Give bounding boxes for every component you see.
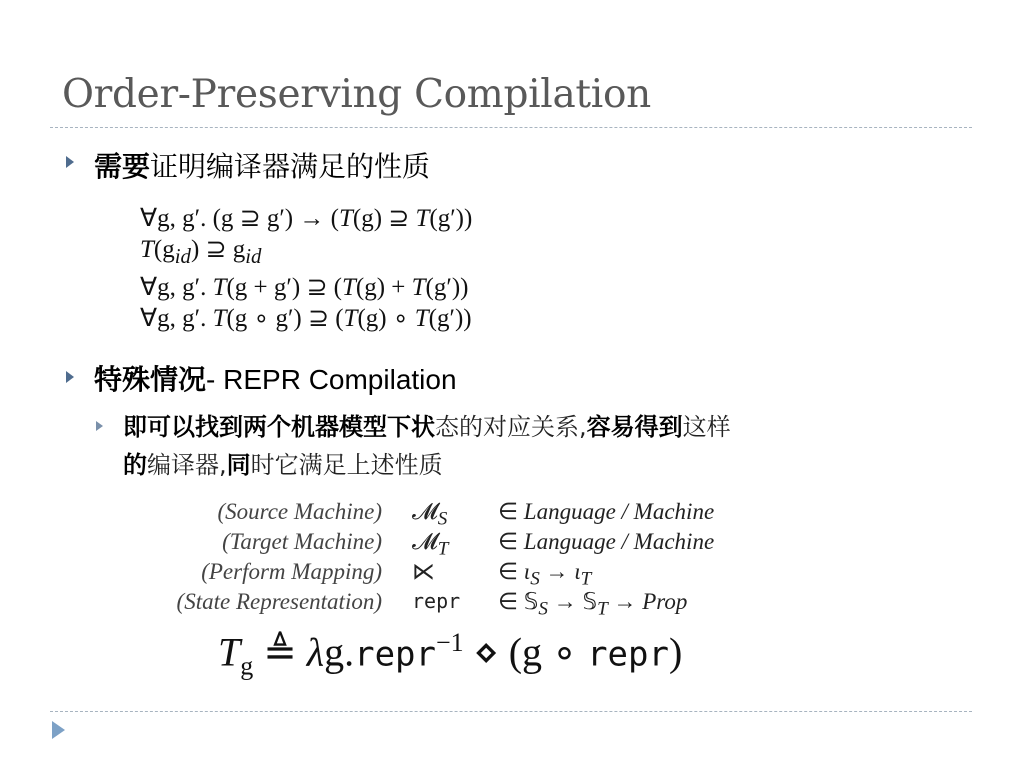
definition-label: (State Representation): [176, 589, 382, 614]
bullet-en-text: - REPR Compilation: [206, 364, 457, 395]
definition-symbol: repr: [412, 589, 461, 613]
definition-symbol: 𝓜$_S$: [412, 499, 448, 530]
sub-text-part: 同: [226, 451, 251, 479]
sub-text-part: 编译器,: [147, 451, 227, 479]
bullet-zh-text: 特殊情况: [94, 363, 207, 396]
bullet-text: 证明编译器满足的性质: [150, 150, 431, 183]
formula-sum: ∀g, g′. T(g + g′) ⊇ (T(g) + T(g′)): [140, 274, 469, 301]
bullet-need-prove: [94, 145, 430, 185]
definition-label: (Source Machine): [217, 499, 382, 524]
bullet-bold-text: 需要: [94, 150, 151, 183]
sub-text-part: 即可以找到两个机器模型下状: [123, 413, 435, 441]
definition-symbol: ⋉: [412, 559, 435, 584]
sub-bullet-text: [123, 408, 973, 484]
bullet-special-case: [94, 358, 457, 398]
bullet-marker: [66, 156, 74, 168]
definition-row: [0, 499, 1024, 529]
footer-divider: [50, 711, 972, 712]
definition-symbol: 𝓜$_T$: [412, 529, 449, 560]
formula-monotonic: ∀g, g′. (g ⊇ g′) → (T(g) ⊇ T(g′)): [140, 205, 473, 232]
definition-row: [0, 559, 1024, 589]
definition-label: (Perform Mapping): [201, 559, 382, 584]
sub-text-part: 的: [123, 451, 147, 479]
title-divider: [50, 127, 972, 128]
sub-text-part: 时它满足上述性质: [250, 451, 443, 479]
sub-bullet-marker: [96, 421, 103, 431]
definition-type: ∈ Language / Machine: [498, 529, 715, 554]
bullet-marker: [66, 371, 74, 383]
sub-text-part: 容易得到: [586, 413, 683, 441]
compilation-formula: $T_g$ ≜ λg.repr$^{-1}$ ⋄ (g ∘ repr): [218, 628, 683, 681]
next-slide-arrow-icon[interactable]: [52, 721, 65, 739]
sub-text-part: 这样: [682, 413, 731, 441]
definition-type: ∈ $\iota_S \to \iota_T$: [498, 559, 592, 590]
definition-type: ∈ Language / Machine: [498, 499, 715, 524]
property-formulas: [140, 203, 472, 334]
definition-type: ∈ 𝕊$_S$ → 𝕊$_T$ → Prop: [498, 589, 688, 620]
definition-row: [0, 589, 1024, 619]
sub-text-part: 态的对应关系,: [435, 413, 587, 441]
slide-title: Order-Preserving Compilation: [62, 72, 651, 117]
definition-row: [0, 529, 1024, 559]
formula-identity: $T(g_{id})$ ⊇ $g_{id}$: [140, 236, 262, 268]
definition-label: (Target Machine): [222, 529, 382, 554]
formula-compose: ∀g, g′. T(g ∘ g′) ⊇ (T(g) ∘ T(g′)): [140, 305, 472, 332]
